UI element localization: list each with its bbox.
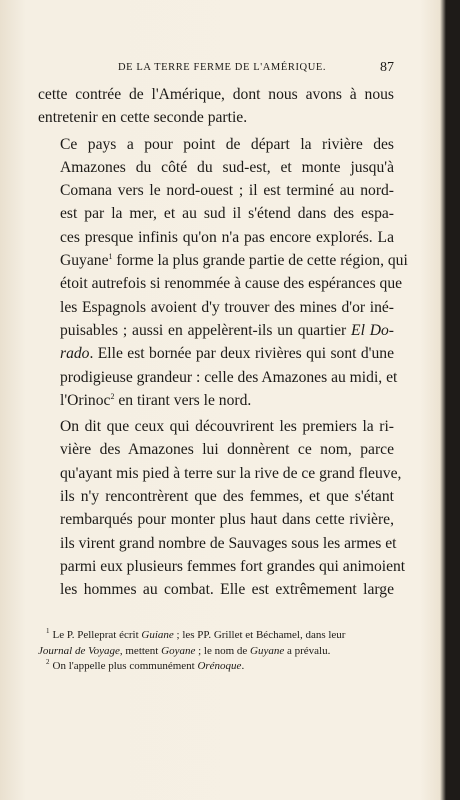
text-line: étoit autrefois si renommée à cause des espérances que (60, 275, 403, 293)
italic-text: El Do- (351, 321, 394, 339)
footnote-continuation (38, 644, 394, 660)
text-line (38, 319, 394, 342)
footnote-number: 1 (46, 627, 50, 636)
text-line: Comana vers le nord-ouest ; il est terminé au nord- (60, 182, 394, 200)
text-run: en tirant vers le nord. (114, 391, 252, 409)
text-line: prodigieuse grandeur : celle des Amazones au midi, et (60, 368, 398, 386)
text-line: ils virent grand nombre de Sauvages sous les armes et (60, 534, 397, 552)
page-number: 87 (380, 60, 394, 75)
text-line: Ce pays a pour point de départ la rivière des (60, 135, 394, 153)
text-line: parmi eux plusieurs femmes fort grandes qui animoient (60, 557, 406, 575)
text-line: Amazones du côté du sud-est, et monte jusqu'à (60, 158, 394, 176)
text-run: . Elle est bornée par deux rivières qui sont d'une (89, 345, 394, 363)
text-run: forme la plus grande partie de cette région, qui (112, 252, 408, 270)
text-run: puisables ; aussi en appelèrent-ils un quartier (60, 321, 352, 339)
text-run: ; les PP. Grillet et Béchamel, dans leur (173, 629, 346, 641)
text-line (38, 249, 408, 272)
text-run: l'Orinoc (60, 391, 111, 409)
running-title: DE LA TERRE FERME DE L'AMÉRIQUE. (118, 62, 327, 73)
text-line: On dit que ceux qui découvrirent les premiers la ri- (60, 418, 394, 436)
text-run: On l'appelle plus communément (52, 660, 198, 672)
italic-text: Guyane (250, 644, 285, 657)
text-line: rembarqués pour monter plus haut dans cette rivière, (60, 511, 394, 529)
text-line: qu'ayant mis pied à terre sur la rive de ce grand fleuve, (60, 464, 402, 482)
text-line: ces presque infinis qu'on n'a pas encore explorés. La (60, 228, 394, 246)
body-text (38, 83, 408, 602)
text-run: a prévalu. (284, 644, 331, 657)
text-line: vière des Amazones lui donnèrent ce nom, parce (60, 441, 394, 459)
footnotes (38, 628, 394, 675)
paragraph (38, 415, 406, 601)
text-line: est par la mer, et au sud il s'étend dans des espa- (60, 205, 394, 223)
italic-text: rado (60, 345, 90, 363)
text-line: entretenir en cette seconde partie. (38, 109, 248, 127)
italic-text: Orénoque (197, 660, 242, 672)
footnote-number: 2 (46, 658, 50, 667)
italic-text: Goyane (161, 644, 196, 657)
page-header (38, 60, 394, 78)
text-run: , mettent (119, 644, 162, 657)
footnote-reference[interactable]: 1 (108, 251, 113, 261)
text-run: Guyane (60, 252, 109, 270)
text-run: ; le nom de (195, 644, 251, 657)
text-run: . (241, 660, 245, 672)
text-line: les Espagnols avoient d'y trouver des mines d'or iné- (60, 298, 394, 316)
paragraph (38, 133, 408, 413)
text-line (38, 342, 394, 365)
footnote-reference[interactable]: 2 (110, 391, 115, 401)
text-line: ils n'y rencontrèrent que des femmes, et que s'étant (60, 488, 394, 506)
italic-text: Guiane (141, 629, 174, 641)
text-run: Le P. Pelleprat écrit (52, 629, 142, 641)
italic-text: Journal de Voyage (38, 644, 120, 657)
paragraph (38, 83, 394, 130)
text-line (38, 389, 394, 412)
footnote (38, 659, 394, 675)
text-line: les hommes au combat. Elle est extrêmement large (60, 581, 394, 599)
text-line: cette contrée de l'Amérique, dont nous avons à nous (38, 86, 394, 103)
footnote (38, 628, 394, 644)
